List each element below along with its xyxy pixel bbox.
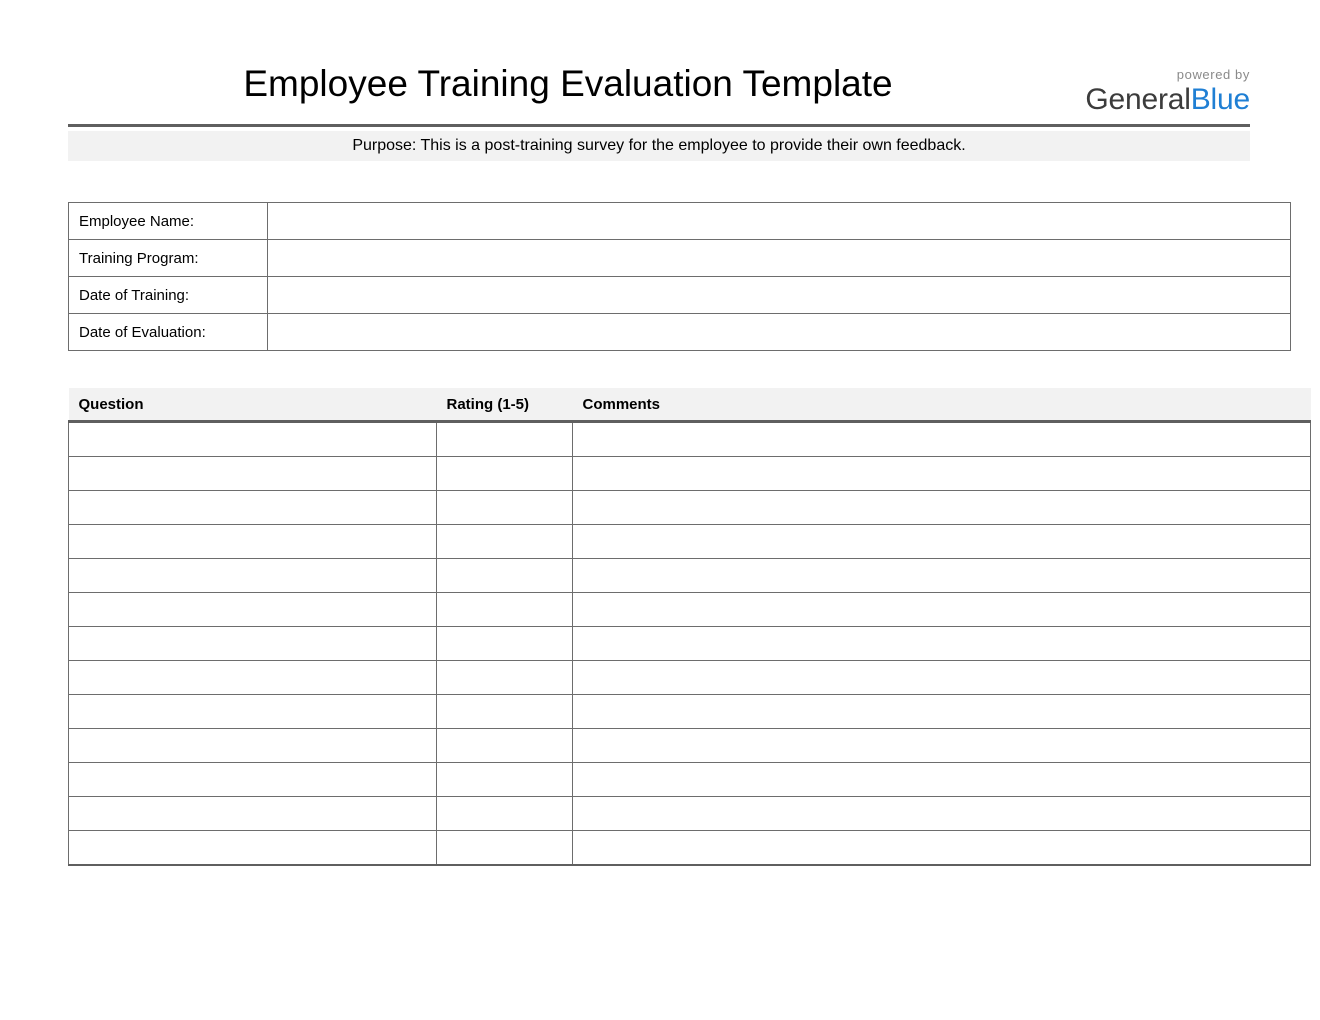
question-cell[interactable]	[69, 661, 437, 695]
table-row	[69, 661, 1311, 695]
table-row	[69, 695, 1311, 729]
training-program-label: Training Program:	[69, 240, 268, 277]
column-header-question: Question	[69, 388, 437, 422]
training-program-field[interactable]	[268, 240, 1291, 277]
comments-cell[interactable]	[573, 797, 1311, 831]
table-row	[69, 422, 1311, 457]
table-row	[69, 559, 1311, 593]
date-of-training-label: Date of Training:	[69, 277, 268, 314]
question-cell[interactable]	[69, 627, 437, 661]
table-row	[69, 525, 1311, 559]
brand-name-general: General	[1085, 83, 1191, 116]
comments-cell[interactable]	[573, 627, 1311, 661]
comments-cell[interactable]	[573, 661, 1311, 695]
employee-name-label: Employee Name:	[69, 203, 268, 240]
rating-cell[interactable]	[437, 491, 573, 525]
comments-cell[interactable]	[573, 559, 1311, 593]
header-divider	[68, 124, 1250, 127]
table-row	[69, 457, 1311, 491]
brand-name	[1085, 85, 1250, 115]
question-cell[interactable]	[69, 593, 437, 627]
rating-cell[interactable]	[437, 797, 573, 831]
question-cell[interactable]	[69, 491, 437, 525]
table-row	[69, 729, 1311, 763]
table-row	[69, 277, 1291, 314]
table-row	[69, 491, 1311, 525]
rating-cell[interactable]	[437, 422, 573, 457]
rating-cell[interactable]	[437, 593, 573, 627]
question-cell[interactable]	[69, 831, 437, 866]
rating-cell[interactable]	[437, 695, 573, 729]
rating-cell[interactable]	[437, 831, 573, 866]
rating-cell[interactable]	[437, 627, 573, 661]
table-row	[69, 240, 1291, 277]
table-row	[69, 763, 1311, 797]
question-cell[interactable]	[69, 797, 437, 831]
comments-cell[interactable]	[573, 525, 1311, 559]
question-cell[interactable]	[69, 525, 437, 559]
table-header-row	[69, 388, 1311, 422]
brand-name-blue: Blue	[1190, 83, 1250, 116]
document-header	[68, 60, 1250, 122]
question-cell[interactable]	[69, 729, 437, 763]
comments-cell[interactable]	[573, 593, 1311, 627]
powered-by-label: powered by	[1176, 67, 1250, 82]
comments-cell[interactable]	[573, 729, 1311, 763]
rating-cell[interactable]	[437, 729, 573, 763]
table-row	[69, 627, 1311, 661]
comments-cell[interactable]	[573, 695, 1311, 729]
comments-cell[interactable]	[573, 831, 1311, 866]
rating-cell[interactable]	[437, 661, 573, 695]
date-of-training-field[interactable]	[268, 277, 1291, 314]
question-table	[68, 388, 1311, 866]
brand-logo	[1085, 68, 1250, 115]
page-title: Employee Training Evaluation Template	[243, 63, 893, 104]
question-cell[interactable]	[69, 457, 437, 491]
purpose-banner: Purpose: This is a post-training survey for the employee to provide their own feedback.	[68, 131, 1250, 161]
question-cell[interactable]	[69, 763, 437, 797]
question-cell[interactable]	[69, 422, 437, 457]
question-cell[interactable]	[69, 559, 437, 593]
rating-cell[interactable]	[437, 559, 573, 593]
comments-cell[interactable]	[573, 763, 1311, 797]
date-of-evaluation-label: Date of Evaluation:	[69, 314, 268, 351]
question-cell[interactable]	[69, 695, 437, 729]
comments-cell[interactable]	[573, 457, 1311, 491]
rating-cell[interactable]	[437, 525, 573, 559]
table-row	[69, 593, 1311, 627]
rating-cell[interactable]	[437, 763, 573, 797]
column-header-rating: Rating (1-5)	[437, 388, 573, 422]
table-row	[69, 831, 1311, 866]
rating-cell[interactable]	[437, 457, 573, 491]
table-row	[69, 203, 1291, 240]
table-row	[69, 797, 1311, 831]
column-header-comments: Comments	[573, 388, 1311, 422]
comments-cell[interactable]	[573, 491, 1311, 525]
employee-name-field[interactable]	[268, 203, 1291, 240]
info-table	[68, 202, 1291, 351]
table-row	[69, 314, 1291, 351]
comments-cell[interactable]	[573, 422, 1311, 457]
date-of-evaluation-field[interactable]	[268, 314, 1291, 351]
